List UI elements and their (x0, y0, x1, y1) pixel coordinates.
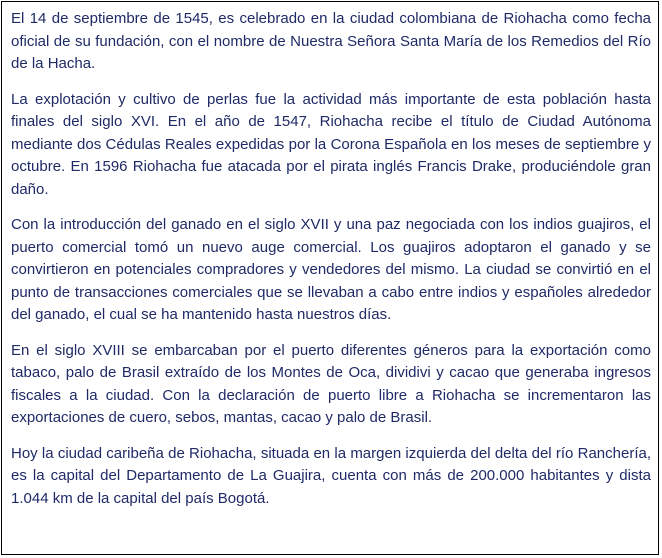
paragraph-founding: El 14 de septiembre de 1545, es celebrado en la ciudad colombiana de Riohacha como fecha oficial de su fundación, con el nombre de Nuestra Señora Santa María de los Remedios del Río de la Hacha. (11, 10, 651, 72)
paragraph-cattle: Con la introducción del ganado en el siglo XVII y una paz negociada con los indios guajiros, el puerto comercial tomó un nuevo auge comercial. Los guajiros adoptaron el ganado y se convirtieron en potenciales compradores y vendedores del mismo. La ciudad se convirtió en el punto de transacciones comerciales que se llevaban a cabo entre indios y españoles alrededor del ganado, el cual se ha mantenido hasta nuestros días. (11, 216, 651, 323)
document-body (11, 8, 651, 510)
paragraph-pearls: La explotación y cultivo de perlas fue la actividad más importante de esta población hasta finales del siglo XVI. En el año de 1547, Riohacha recibe el título de Ciudad Autónoma mediante dos Cédulas Reales expedidas por la Corona Española en los meses de septiembre y octubre. En 1596 Riohacha fue atacada por el pirata inglés Francis Drake, produciéndole gran daño. (11, 90, 651, 198)
paragraph-today: Hoy la ciudad caribeña de Riohacha, situada en la margen izquierda del delta del río Ranchería, es la capital del Departamento de La Guajira, cuenta con más de 200.000 habitantes y dista 1.044 km de la capital del país Bogotá. (11, 444, 651, 507)
text-box (1, 1, 659, 555)
paragraph-exports: En el siglo XVIII se embarcaban por el puerto diferentes géneros para la exportación como tabaco, palo de Brasil extraído de los Montes de Oca, dividivi y cacao que generaba ingresos fiscales a la ciudad. Con la declaración de puerto libre a Riohacha se incrementaron las exportaciones de cuero, sebos, mantas, cacao y palo de Brasil. (11, 341, 651, 426)
